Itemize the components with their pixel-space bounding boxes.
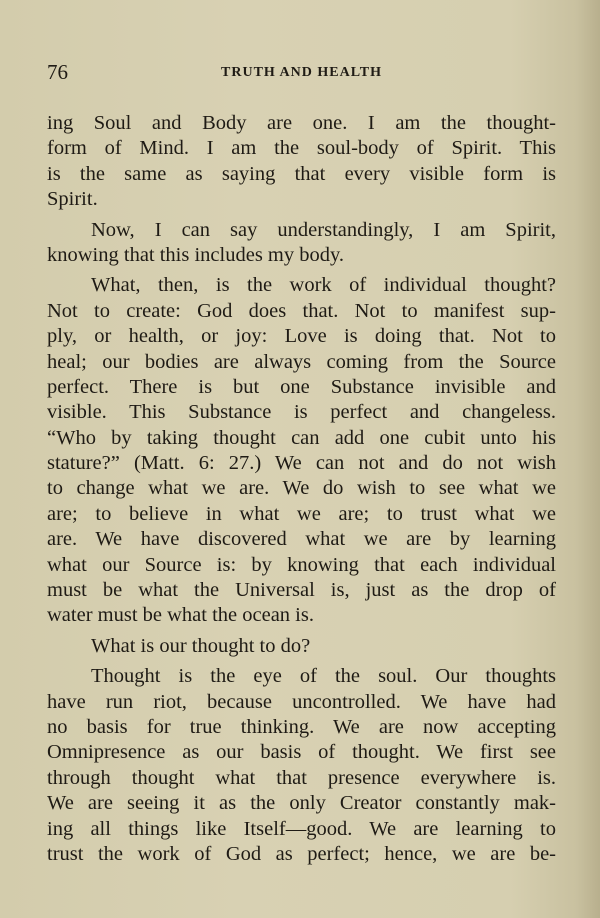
page-number: 76 [47,60,68,84]
text-line: through thought what that presence everywhere is. [47,766,556,789]
text-line: ply, or health, or joy: Love is doing that. Not to [47,325,556,348]
text-line: What, then, is the work of individual thought? [91,274,556,297]
text-line: “Who by taking thought can add one cubit unto his [47,426,556,449]
text-line: to change what we are. We do wish to see what we [47,477,556,500]
page-header [47,60,556,86]
text-line: Not to create: God does that. Not to manifest sup- [47,299,556,322]
text-line: no basis for true thinking. We are now accepting [47,715,556,738]
text-line: what our Source is: by knowing that each individual [47,553,556,576]
text-line: trust the work of God as perfect; hence, we are be- [47,842,556,865]
text-line: We are seeing it as the only Creator constantly mak- [47,792,556,815]
text-line: Thought is the eye of the soul. Our thoughts [91,665,556,688]
paragraph [47,634,556,659]
paragraph [47,111,556,213]
text-line: water must be what the ocean is. [47,604,314,627]
paragraph [47,273,556,628]
text-line: have run riot, because uncontrolled. We have had [47,690,556,713]
running-title: TRUTH AND HEALTH [221,65,382,80]
text-line: stature?” (Matt. 6: 27.) We can not and do not wish [47,452,556,475]
text-line: perfect. There is but one Substance invisible and [47,375,556,398]
text-line: is the same as saying that every visible form is [47,162,556,185]
text-line: Spirit. [47,188,98,211]
text-line: are; to believe in what we are; to trust what we [47,502,556,525]
text-line: ing all things like Itself—good. We are learning to [47,817,556,840]
text-line: ing Soul and Body are one. I am the thought- [47,112,556,134]
text-line: Now, I can say understandingly, I am Spirit, [91,218,556,241]
text-line: are. We have discovered what we are by learning [47,528,556,551]
page-body [47,111,556,872]
text-line: What is our thought to do? [91,634,311,657]
text-line: heal; our bodies are always coming from the Source [47,350,556,373]
text-line: Omnipresence as our basis of thought. We first see [47,741,556,764]
paragraph [47,218,556,269]
text-line: knowing that this includes my body. [47,243,345,266]
text-line: visible. This Substance is perfect and changeless. [47,401,556,424]
text-line: must be what the Universal is, just as the drop of [47,579,556,602]
paragraph [47,664,556,867]
text-line: form of Mind. I am the soul-body of Spirit. This [47,137,556,160]
